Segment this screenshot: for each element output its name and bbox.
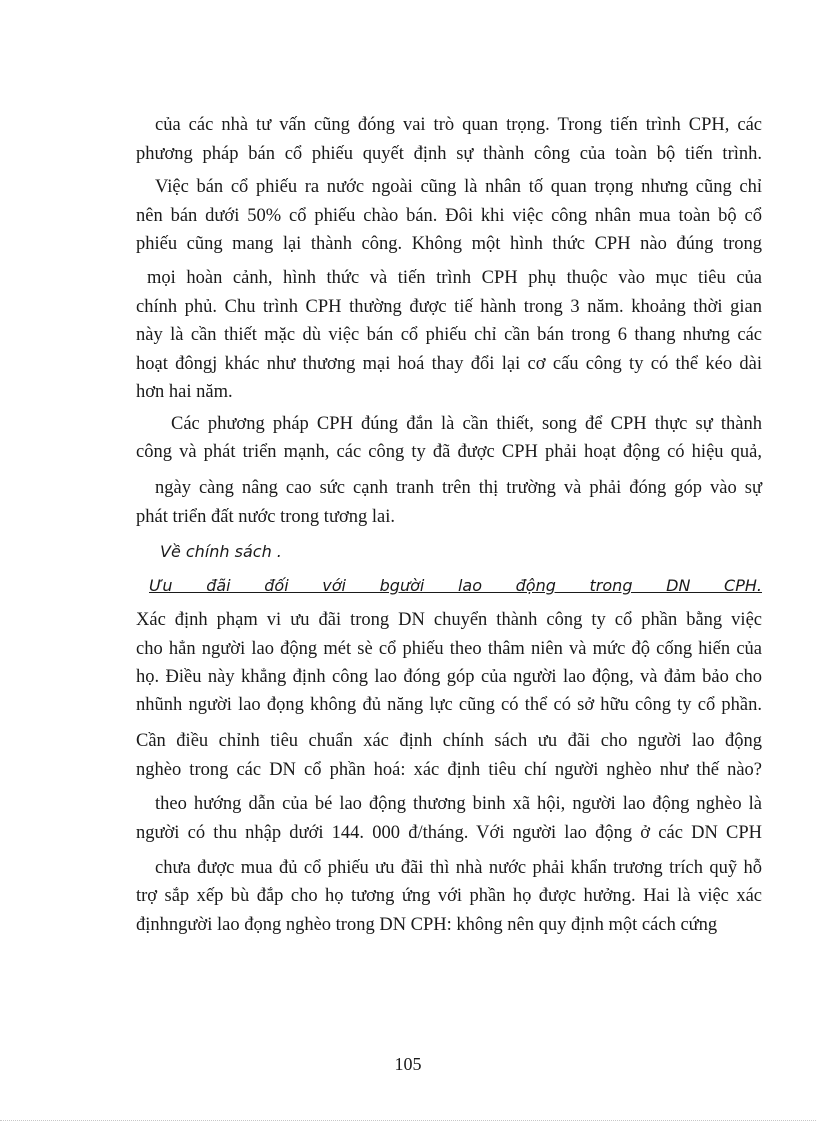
text-line: hoạt đôngj khác như thương mại hoá thay đổi lại cơ cấu công ty có thể kéo dài [136, 354, 762, 374]
text-line: nên bán dưới 50% cổ phiếu chào bán. Đôi khi việc công nhân mua toàn bộ cổ [136, 206, 762, 226]
text-line: họ. Điều này khẳng định công lao đóng góp của người lao động, và đảm bảo cho [136, 667, 762, 687]
section-heading: Về chính sách . [160, 542, 282, 561]
text-line: chưa được mua đủ cổ phiếu ưu đãi thì nhà nước phải khẩn trương trích quỹ hỗ [155, 858, 762, 878]
text-line: nghèo trong các DN cổ phần hoá: xác định tiêu chí người nghèo như thế nào? [136, 760, 762, 780]
text-line: Các phương pháp CPH đúng đắn là cần thiết, song để CPH thực sự thành [171, 414, 762, 434]
text-line: mọi hoàn cảnh, hình thức và tiến trình CPH phụ thuộc vào mục tiêu của [147, 268, 762, 288]
text-line: cho hẳn người lao động mét sè cổ phiếu theo thâm niên và mức độ cống hiến của [136, 639, 762, 659]
text-line: địnhngười lao đọng nghèo trong DN CPH: không nên quy định một cách cứng [136, 915, 718, 935]
text-line: chính phủ. Chu trình CPH thường được tiế hành trong 3 năm. khoảng thời gian [136, 297, 762, 317]
text-line: phương pháp bán cổ phiếu quyết định sự thành công của toàn bộ tiến trình. [136, 144, 762, 164]
text-line: này là cần thiết mặc dù việc bán cổ phiếu chỉ cần bán trong 6 thang nhưng các [136, 325, 762, 345]
text-line: nhũnh người lao đọng không đủ năng lực cũng có thể có sở hữu công ty cổ phần. [136, 695, 762, 715]
subsection-heading: Ưu đãi đối với bgười lao động trong DN CPH. [149, 576, 762, 595]
text-line: công và phát triển mạnh, các công ty đã được CPH phải hoạt động có hiệu quả, [136, 442, 762, 462]
text-line: Xác định phạm vi ưu đãi trong DN chuyển thành công ty cổ phần bằng việc [136, 610, 762, 630]
text-line: người có thu nhập dưới 144. 000 đ/tháng. Với người lao động ở các DN CPH [136, 823, 762, 843]
text-line: phiếu cũng mang lại thành công. Không một hình thức CPH nào đúng trong [136, 234, 762, 254]
text-line: hơn hai năm. [136, 382, 233, 402]
text-line: Việc bán cổ phiếu ra nước ngoài cũng là nhân tố quan trọng nhưng cũng chỉ [155, 177, 762, 197]
text-line: ngày càng nâng cao sức cạnh tranh trên thị trường và phải đóng góp vào sự [155, 478, 762, 498]
text-line: Cần điều chỉnh tiêu chuẩn xác định chính sách ưu đãi cho người lao động [136, 731, 762, 751]
text-line: theo hướng dẫn của bé lao động thương binh xã hội, người lao động nghèo là [155, 794, 762, 814]
text-line: của các nhà tư vấn cũng đóng vai trò quan trọng. Trong tiến trình CPH, các [155, 115, 762, 135]
page-number: 105 [394, 1054, 422, 1074]
page-edge-divider [0, 1120, 816, 1121]
text-line: phát triển đất nước trong tương lai. [136, 507, 395, 527]
text-line: trợ sắp xếp bù đắp cho họ tương ứng với phần họ được hưởng. Hai là việc xác [136, 886, 762, 906]
